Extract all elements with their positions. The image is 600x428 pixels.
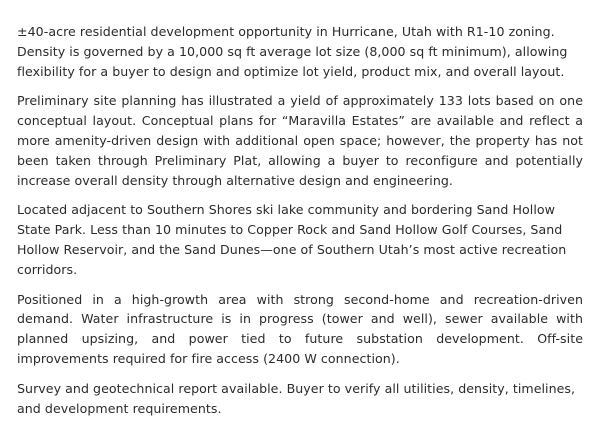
paragraph-zoning-overview: ±40-acre residential development opportunity in Hurricane, Utah with R1-10 zoning. Density is governed by a 10,000 sq ft average lot size (8,000 sq ft minimum), allowing flexibility for a buyer to design and optimize lot yield, product mix, and overall layout. [17, 24, 568, 79]
paragraph-due-diligence: Survey and geotechnical report available. Buyer to verify all utilities, density, timelines, and development requirements. [17, 380, 576, 416]
property-description [17, 22, 583, 428]
paragraph-infrastructure: Positioned in a high-growth area with strong second-home and recreation-driven demand. Water infrastructure is in progress (tower and well), sewer available with planned upsizing, and power tied to future substation development. Off-site improvements required for fire access (2400 W connection). [17, 291, 583, 366]
paragraph-location: Located adjacent to Southern Shores ski lake community and bordering Sand Hollow State Park. Less than 10 minutes to Copper Rock and Sand Hollow Golf Courses, Sand Hollow Reservoir, and the Sand Dunes—one of Southern Utah’s most active recreation corridors. [17, 202, 567, 277]
paragraph-site-planning: Preliminary site planning has illustrated a yield of approximately 133 lots based on one conceptual layout. Conceptual plans for “Maravilla Estates” are available and reflect a more amenity-driven design with additional open space; however, the property has not been taken through Preliminary Plat, allowing a buyer to reconfigure and potentially increase overall density through alternative design and engineering. [17, 93, 583, 188]
